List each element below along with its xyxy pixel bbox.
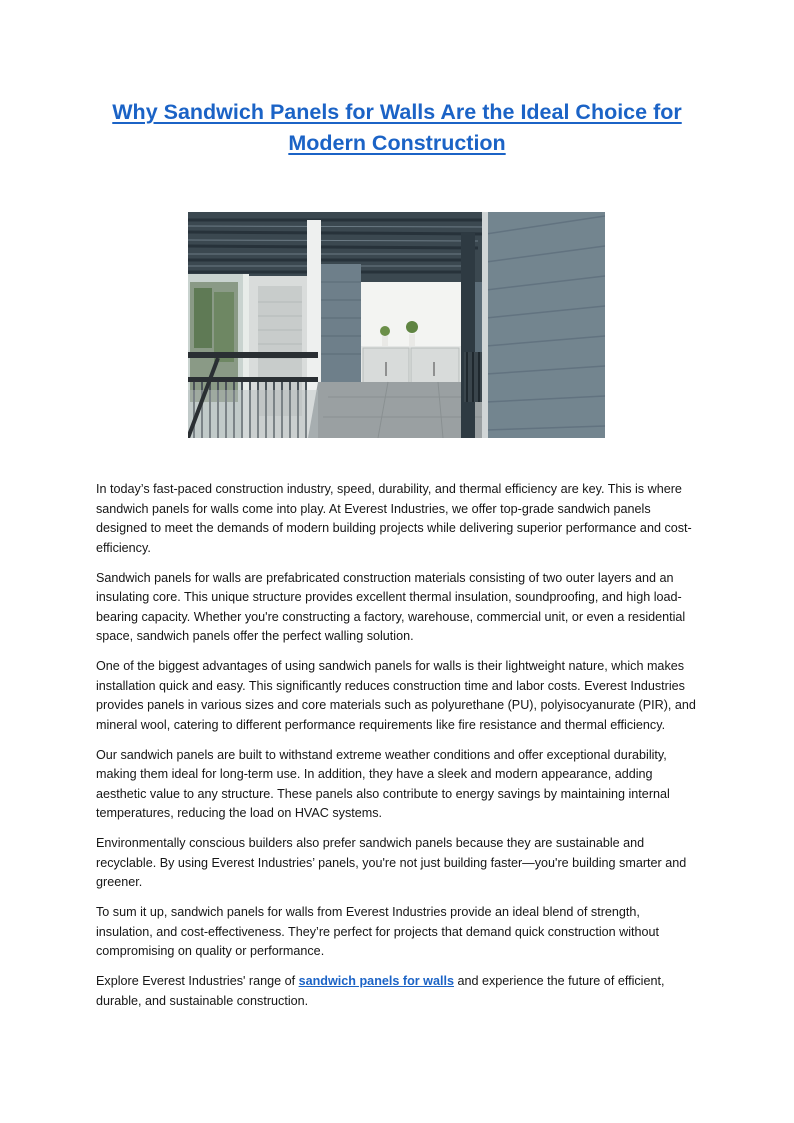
closing-text-after: and experience the future of efficient, durable, and sustainable construction. <box>96 974 665 1008</box>
closing-text-before: Explore Everest Industries' range of <box>96 974 299 988</box>
paragraph-definition: Sandwich panels for walls are prefabricated construction materials consisting of two outer layers and an insulating core. This unique structure provides excellent thermal insulation, soundproofing, and high load-bearing capacity. Whether you're constructing a factory, warehouse, commercial unit, or even a residential space, sandwich panels offer the perfect walling solution. <box>96 570 686 643</box>
paragraph-closing <box>96 972 700 1011</box>
paragraph-advantages: One of the biggest advantages of using sandwich panels for walls is their lightweight nature, which makes installation quick and easy. This significantly reduces construction time and labor costs. Everest Industries provides panels in various sizes and core materials such as polyurethane (PU), polyisocyanurate (PIR), and mineral wool, catering to different performance requirements like fire resistance and thermal efficiency. <box>96 659 696 732</box>
paragraph-durability: Our sandwich panels are built to withstand extreme weather conditions and offer exceptional durability, making them ideal for long-term use. In addition, they have a sleek and modern appearance, adding aesthetic value to any structure. These panels also contribute to energy savings by maintaining internal temperatures, reducing the load on HVAC systems. <box>96 747 670 820</box>
article-title[interactable]: Why Sandwich Panels for Walls Are the Ideal Choice for Modern Construction <box>112 100 682 155</box>
paragraph-sustainability: Environmentally conscious builders also prefer sandwich panels because they are sustainable and recyclable. By using Everest Industries’ panels, you're not just building faster—you're building smarter and greener. <box>96 836 687 889</box>
paragraph-intro: In today’s fast-paced construction industry, speed, durability, and thermal efficiency are key. This is where sandwich panels for walls come into play. At Everest Industries, we offer top-grade sandwich panels designed to meet the demands of modern building projects while delivering superior performance and cost-efficiency. <box>96 482 692 555</box>
sandwich-panels-link[interactable]: sandwich panels for walls <box>298 974 454 988</box>
article-body <box>96 480 700 1022</box>
paragraph-summary: To sum it up, sandwich panels for walls from Everest Industries provide an ideal blend of strength, insulation, and cost-effectiveness. They’re perfect for projects that demand quick construction without compromising on quality or performance. <box>96 905 660 958</box>
sandwich-panel-photo <box>188 212 605 438</box>
